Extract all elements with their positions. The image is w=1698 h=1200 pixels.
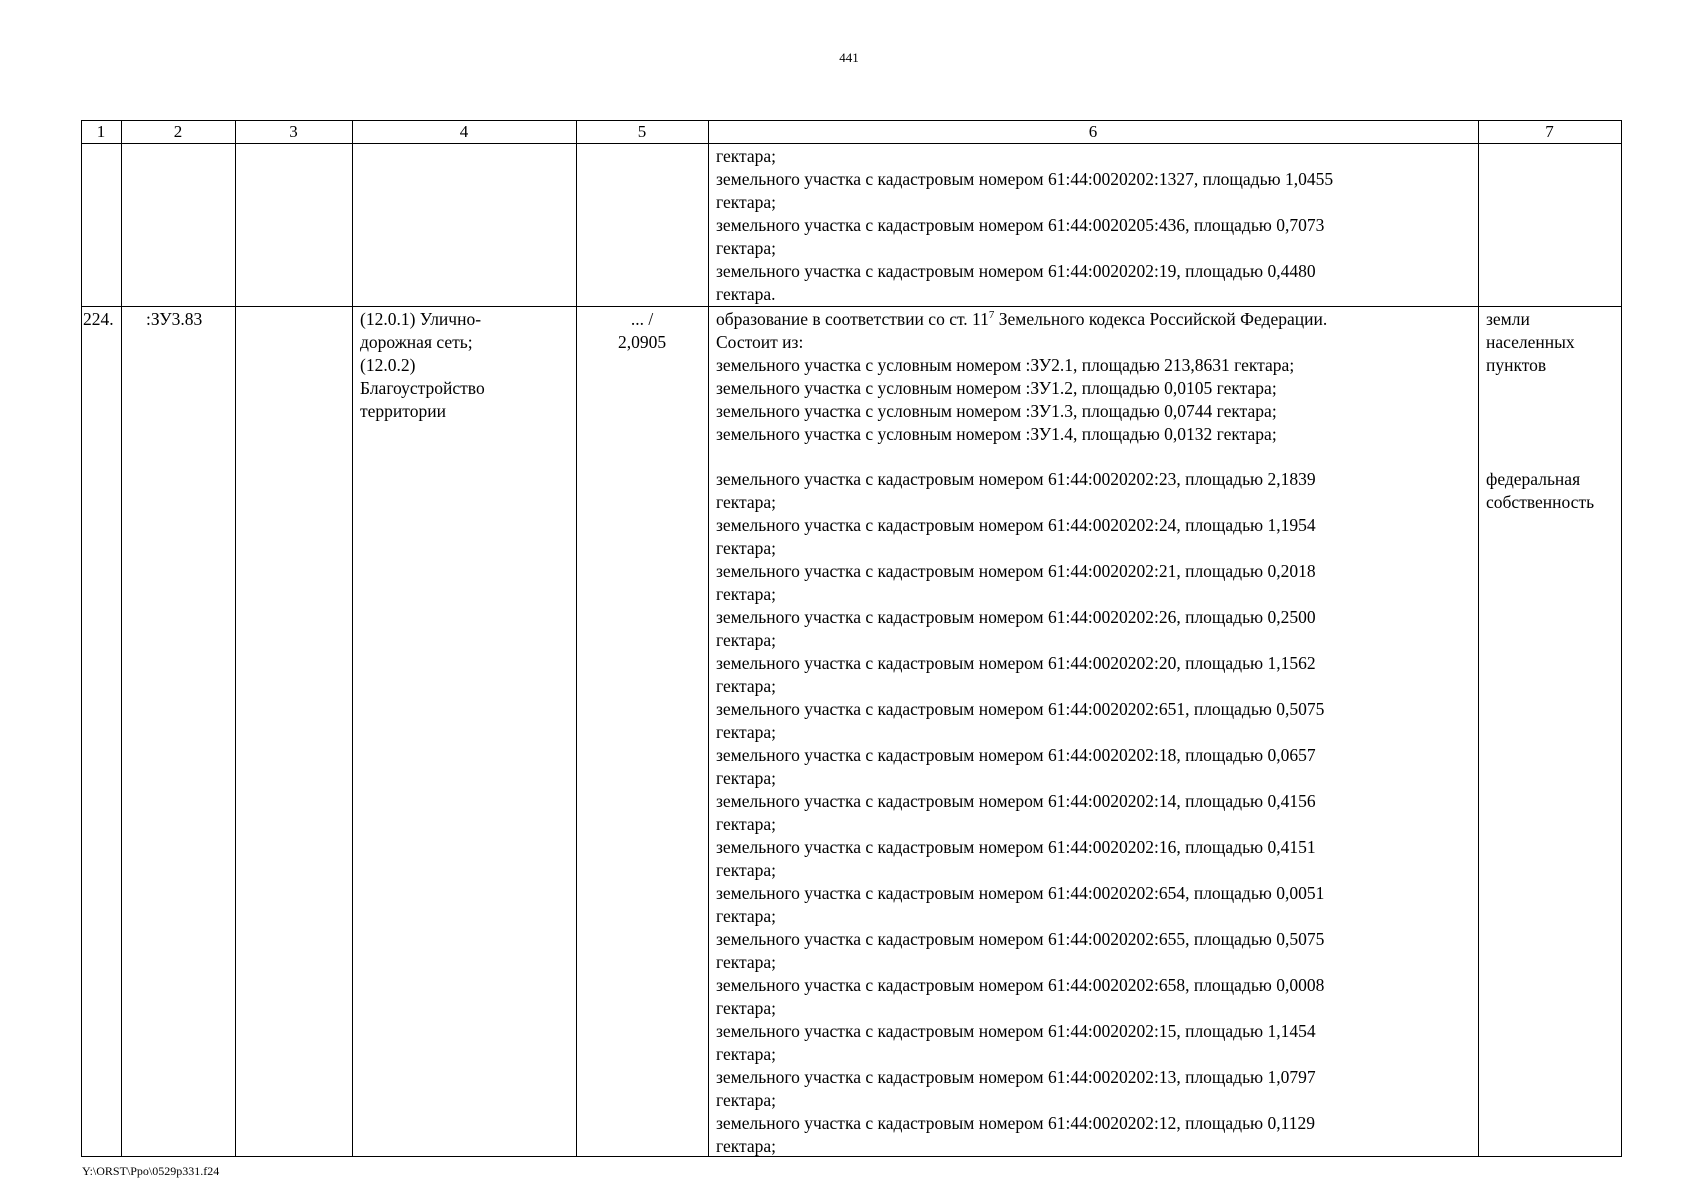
text-line: гектара; <box>716 538 776 558</box>
text-line: гектара; <box>716 584 776 604</box>
text-line: земли <box>1486 309 1530 329</box>
text-line: земельного участка с условным номером :ЗУ1.3, площадью 0,0744 гектара; <box>716 401 1277 421</box>
text-line: земельного участка с кадастровым номером 61:44:0020202:651, площадью 0,5075 <box>716 699 1325 719</box>
text-line: населенных <box>1486 332 1575 352</box>
header-col-6: 6 <box>1088 122 1098 141</box>
header-col-4: 4 <box>459 122 469 141</box>
text-line: земельного участка с условным номером :ЗУ1.4, площадью 0,0132 гектара; <box>716 424 1277 444</box>
text-line: земельного участка с условным номером :ЗУ1.2, площадью 0,0105 гектара; <box>716 378 1277 398</box>
continuation-row-col6 <box>716 145 1333 306</box>
text-line: Благоустройство <box>360 378 485 398</box>
land-category <box>1486 308 1575 377</box>
ownership-form <box>1486 468 1594 514</box>
text-line: гектара; <box>716 952 776 972</box>
text-line: земельного участка с кадастровым номером 61:44:0020202:26, площадью 0,2500 <box>716 607 1316 627</box>
text-line: 2,0905 <box>617 332 667 352</box>
text-line: земельного участка с кадастровым номером 61:44:0020202:12, площадью 0,1129 <box>716 1113 1315 1133</box>
text-line: Состоит из: <box>716 332 804 352</box>
text-line: (12.0.2) <box>360 355 416 375</box>
text-line: земельного участка с кадастровым номером 61:44:0020202:16, площадью 0,4151 <box>716 837 1316 857</box>
cadastral-plot-list <box>716 468 1324 1158</box>
text-line: гектара; <box>716 238 776 258</box>
page-number: 441 <box>839 50 859 65</box>
text-line: земельного участка с кадастровым номером 61:44:0020202:18, площадью 0,0657 <box>716 745 1316 765</box>
text-line: гектара; <box>716 1090 776 1110</box>
text-line: земельного участка с кадастровым номером 61:44:0020205:436, площадью 0,7073 <box>716 215 1325 235</box>
plot-designation: :ЗУ3.83 <box>146 309 203 329</box>
text-line: гектара; <box>716 146 776 166</box>
text-line: земельного участка с кадастровым номером 61:44:0020202:14, площадью 0,4156 <box>716 791 1316 811</box>
text-line: земельного участка с кадастровым номером 61:44:0020202:15, площадью 1,1454 <box>716 1021 1316 1041</box>
text-line: земельного участка с кадастровым номером 61:44:0020202:658, площадью 0,0008 <box>716 975 1325 995</box>
text-line: земельного участка с кадастровым номером 61:44:0020202:654, площадью 0,0051 <box>716 883 1325 903</box>
text-line: гектара; <box>716 630 776 650</box>
text-line: гектара; <box>716 768 776 788</box>
header-col-5: 5 <box>637 122 647 141</box>
text-line: земельного участка с кадастровым номером 61:44:0020202:19, площадью 0,4480 <box>716 261 1316 281</box>
text-line: образование в соответствии со ст. $11^7$ Земельного кодекса Российской Федерации. <box>716 309 1328 329</box>
header-col-3: 3 <box>289 122 298 141</box>
permitted-use <box>360 308 485 423</box>
text-line: ... / <box>630 309 654 329</box>
text-line: гектара; <box>716 492 776 512</box>
text-line: пунктов <box>1486 355 1547 375</box>
text-line: земельного участка с кадастровым номером 61:44:0020202:24, площадью 1,1954 <box>716 515 1316 535</box>
text-line: гектара; <box>716 676 776 696</box>
footer-file-path: Y:\ORST\Ppo\0529p331.f24 <box>82 1164 220 1178</box>
text-line: земельного участка с кадастровым номером 61:44:0020202:1327, площадью 1,0455 <box>716 169 1334 189</box>
text-line: земельного участка с кадастровым номером 61:44:0020202:13, площадью 1,0797 <box>716 1067 1316 1087</box>
text-line: гектара. <box>716 284 776 304</box>
text-line: гектара; <box>716 814 776 834</box>
text-line: гектара; <box>716 1136 776 1156</box>
row-number: 224. <box>83 309 114 329</box>
text-line: федеральная <box>1486 469 1581 489</box>
text-line: гектара; <box>716 722 776 742</box>
text-line: земельного участка с кадастровым номером 61:44:0020202:20, площадью 1,1562 <box>716 653 1316 673</box>
text-line: гектара; <box>716 192 776 212</box>
header-col-7: 7 <box>1545 122 1554 141</box>
text-line: гектара; <box>716 998 776 1018</box>
text-line: собственность <box>1486 492 1595 512</box>
plot-area <box>576 308 708 354</box>
text-line: земельного участка с кадастровым номером 61:44:0020202:23, площадью 2,1839 <box>716 469 1316 489</box>
text-line: гектара; <box>716 1044 776 1064</box>
text-line: (12.0.1) Улично- <box>360 309 482 329</box>
text-line: земельного участка с условным номером :ЗУ2.1, площадью 213,8631 гектара; <box>716 355 1295 375</box>
text-line: земельного участка с кадастровым номером 61:44:0020202:655, площадью 0,5075 <box>716 929 1325 949</box>
text-line: гектара; <box>716 906 776 926</box>
text-line: гектара; <box>716 860 776 880</box>
header-col-1: 1 <box>96 122 106 141</box>
text-line: земельного участка с кадастровым номером 61:44:0020202:21, площадью 0,2018 <box>716 561 1316 581</box>
plot-formation-description <box>716 308 1327 446</box>
header-col-2: 2 <box>173 122 183 141</box>
text-line: дорожная сеть; <box>360 332 473 352</box>
text-line: территории <box>360 401 446 421</box>
